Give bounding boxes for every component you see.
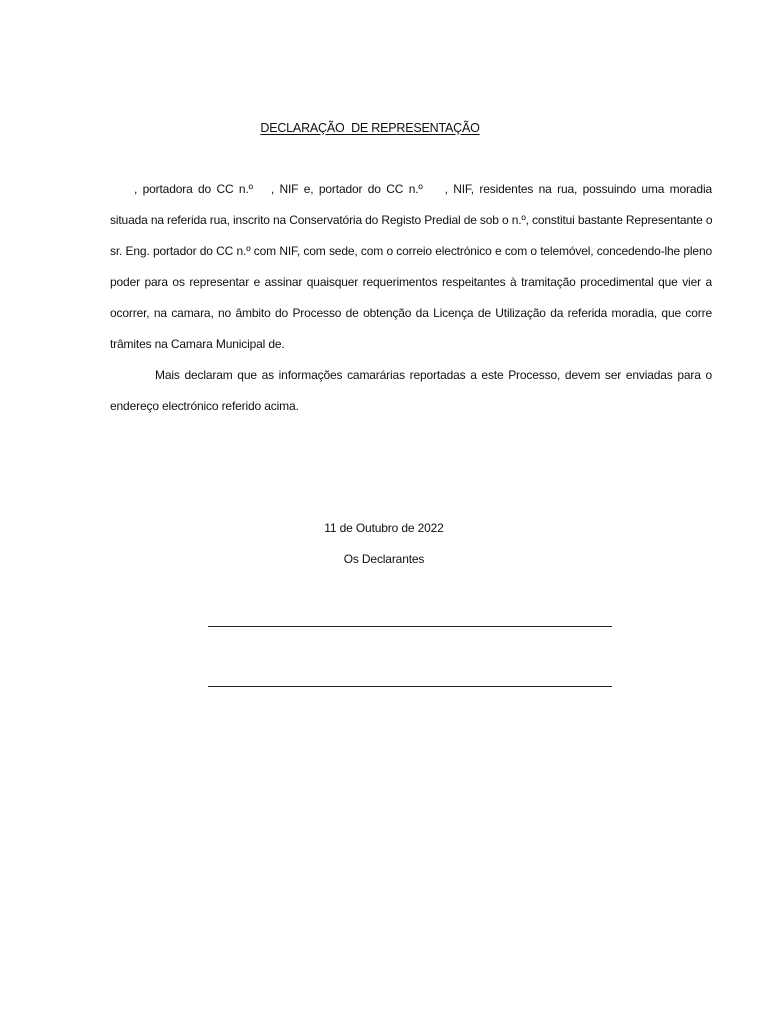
paragraph-1-line-5: ocorrer, na camara, no âmbito do Processo de obtenção da Licença de Utilização da referida moradia, que corre [110,306,712,320]
paragraph-1-line-1 [110,182,712,196]
paragraph-1-line-3: sr. Eng. portador do CC n.º com NIF, com sede, com o correio electrónico e com o telemóvel, concedendo-lhe pleno [110,244,712,258]
signature-line-2 [208,686,612,687]
paragraph-1-line-4: poder para os representar e assinar quaisquer requerimentos respeitantes à tramitação procedimental que vier a [110,275,712,289]
document-date: 11 de Outubro de 2022 [324,521,444,535]
p1-l1-part1: , portadora do CC n.º [134,182,253,196]
document-title: DECLARAÇÃO DE REPRESENTAÇÃO [260,121,480,135]
paragraph-1-line-2: situada na referida rua, inscrito na Conservatória do Registo Predial de sob o n.º, constitui bastante Representante o [110,213,713,227]
paragraph-1-line-6: trâmites na Camara Municipal de. [110,337,285,351]
signers-label: Os Declarantes [343,552,425,566]
paragraph-2-line-1: Mais declaram que as informações camarárias reportadas a este Processo, devem ser enviadas para o [155,368,712,382]
p1-l1-part3: , NIF, residentes na rua, possuindo uma moradia [444,182,712,196]
signature-line-1 [208,626,612,627]
p1-l1-part2: , NIF e, portador do CC n.º [270,182,423,196]
paragraph-2-line-2: endereço electrónico referido acima. [110,399,299,413]
